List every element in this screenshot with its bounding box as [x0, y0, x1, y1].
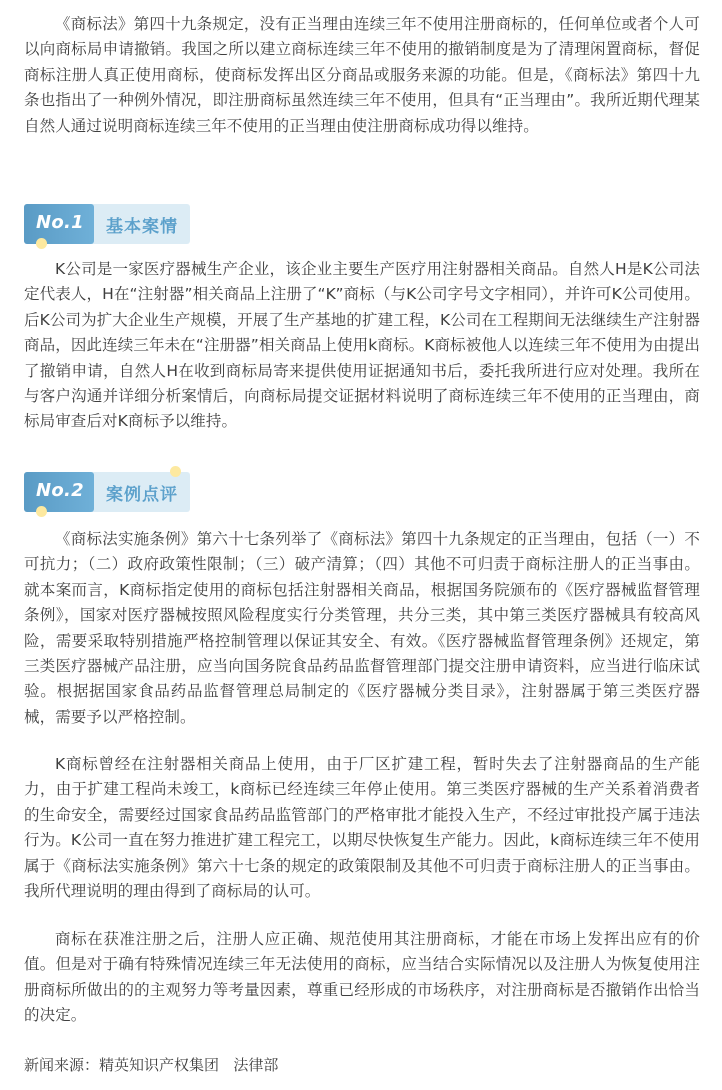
section-badge-case-review	[24, 472, 194, 512]
news-source-org: 精英知识产权集团	[99, 1056, 220, 1074]
case-review-paragraph: K商标曾经在注射器相关商品上使用，由于厂区扩建工程，暂时失去了注射器商品的生产能力，由于扩建工程尚未竣工，k商标已经连续三年停止使用。第三类医疗器械的生产关系着消费者的生命安全，需要经过国家食品药品监管部门的严格审批才能投入生产，不经过审批投产属于违法行为。K公司一直在努力推进扩建工程完工，以期尽快恢复生产能力。因此，k商标连续三年不使用属于《商标法实施条例》第六十七条的规定的政策限制及其他不可归责于商标注册人的正当事由。我所代理说明的理由得到了商标局的认可。	[24, 755, 700, 901]
section-title: 案例点评	[106, 485, 178, 505]
case-review-paragraph: 商标在获准注册之后，注册人应正确、规范使用其注册商标，才能在市场上发挥出应有的价值。但是对于确有特殊情况连续三年无法使用的商标，应当结合实际情况以及注册人为恢复使用注册商标所做出的的主观努力等考量因素，尊重已经形成的市场秩序，对注册商标是否撤销作出恰当的决定。	[24, 930, 700, 1025]
case-review-paragraph: 《商标法实施条例》第六十七条列举了《商标法》第四十九条规定的正当理由，包括（一）不可抗力；（二）政府政策性限制；（三）破产清算；（四）其他不可归责于商标注册人的正当事由。就本案而言，K商标指定使用的商标包括注射器相关商品，根据国务院颁布的《医疗器械监督管理条例》，国家对医疗器械按照风险程度实行分类管理，共分三类，其中第三类医疗器械具有较高风险，需要采取特别措施严格控制管理以保证其安全、有效。《医疗器械监督管理条例》还规定，第三类医疗器械产品注册，应当向国务院食品药品监督管理部门提交注册申请资料，应当进行临床试验。根据据国家食品药品监督管理总局制定的《医疗器械分类目录》，注射器属于第三类医疗器械，需要予以严格控制。	[24, 530, 700, 726]
section-title: 基本案情	[106, 217, 178, 237]
decorative-dot	[36, 506, 47, 517]
section-badge-basic-facts	[24, 204, 194, 244]
section-number: No.1	[36, 212, 84, 233]
section-number: No.2	[36, 480, 84, 501]
basic-facts-paragraph: K公司是一家医疗器械生产企业，该企业主要生产医疗用注射器相关商品。自然人H是K公司法定代表人，H在“注射器”相关商品上注册了“K”商标（与K公司字号文字相同），并许可K公司使用。后K公司为扩大企业生产规模，开展了生产基地的扩建工程，K公司在工程期间无法继续生产注射器商品，因此连续三年未在“注册器”相关商品上使用k商标。K商标被他人以连续三年不使用为由提出了撤销申请，自然人H在收到商标局寄来提供使用证据通知书后，委托我所进行应对处理。我所在与客户沟通并详细分析案情后，向商标局提交证据材料说明了商标连续三年不使用的正当理由，商标局审查后对K商标予以维持。	[24, 260, 701, 431]
news-source-dept: 法律部	[233, 1056, 279, 1074]
decorative-dot	[36, 238, 47, 249]
news-source	[24, 1053, 278, 1077]
decorative-dot	[170, 466, 181, 477]
intro-paragraph: 《商标法》第四十九条规定，没有正当理由连续三年不使用注册商标的，任何单位或者个人可以向商标局申请撤销。我国之所以建立商标连续三年不使用的撤销制度是为了清理闲置商标，督促商标注册人真正使用商标，使商标发挥出区分商品或服务来源的功能。但是，《商标法》第四十九条也指出了一种例外情况，即注册商标虽然连续三年不使用，但具有“正当理由”。我所近期代理某自然人通过说明商标连续三年不使用的正当理由使注册商标成功得以维持。	[24, 15, 700, 135]
news-source-label: 新闻来源：	[24, 1056, 100, 1074]
